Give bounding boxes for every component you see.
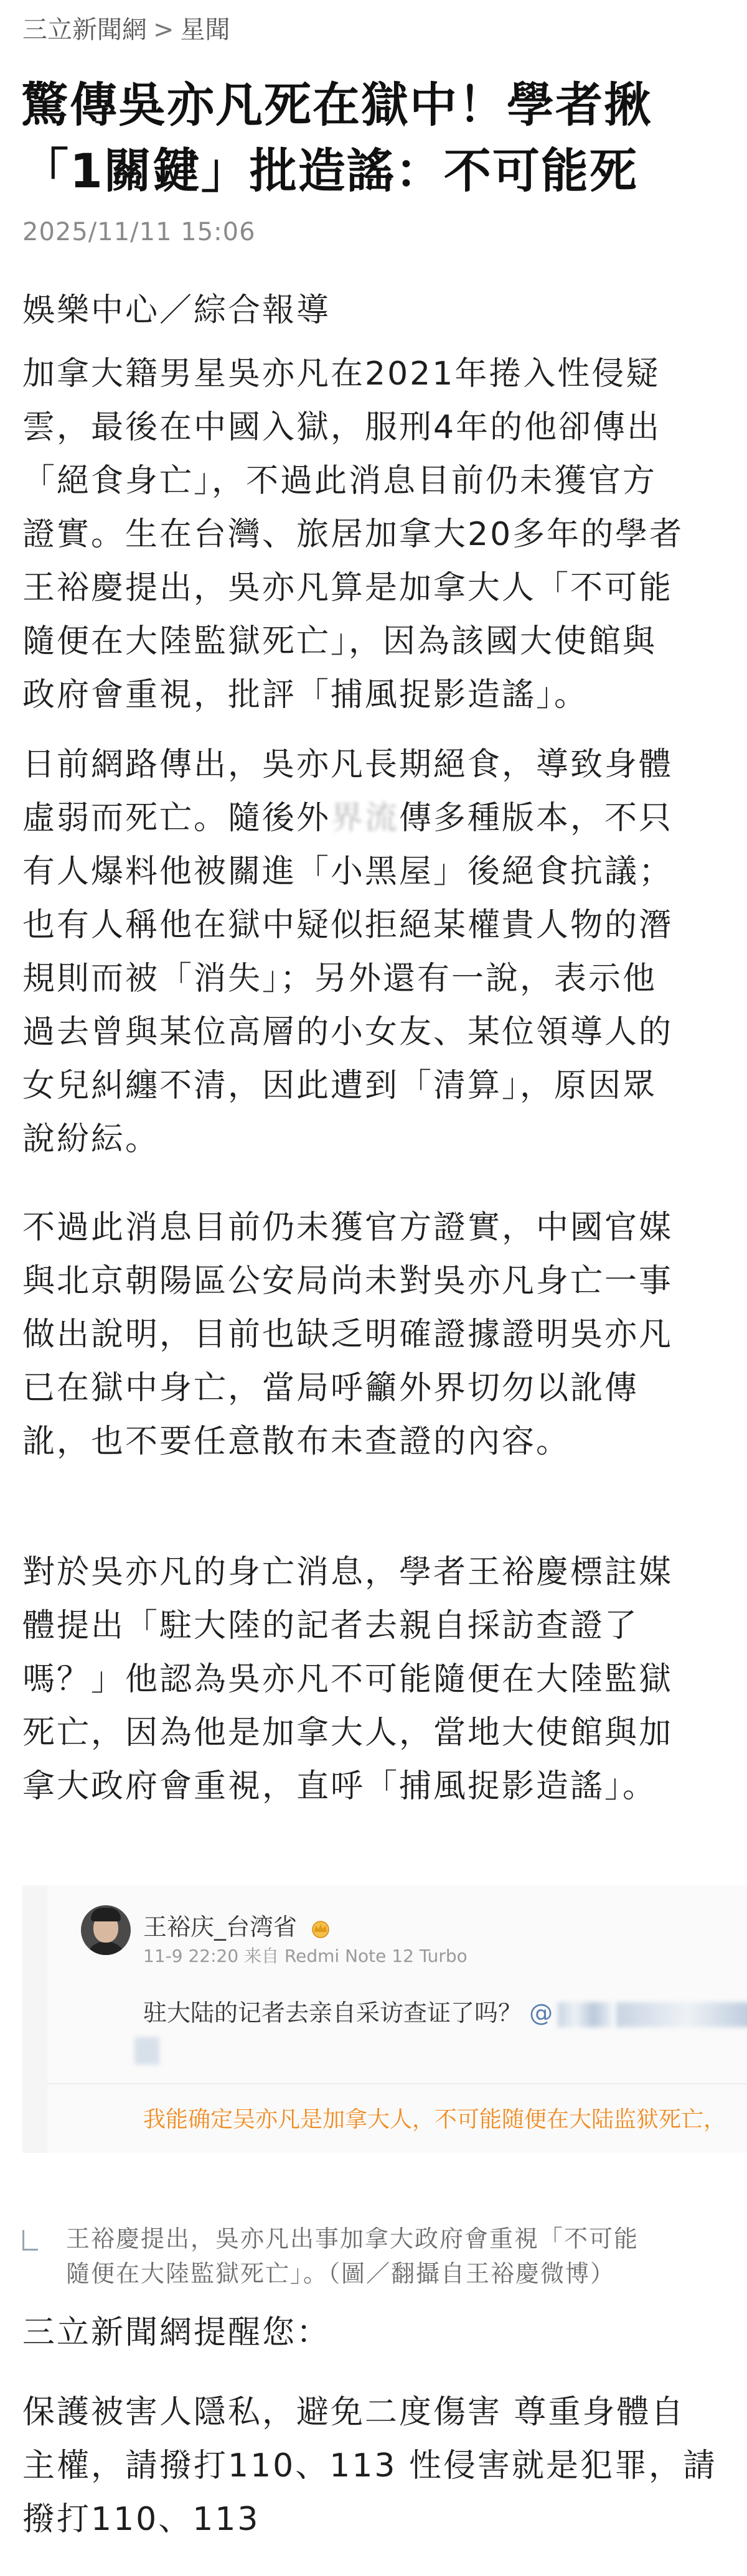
paragraph-line: 也有人稱他在獄中疑似拒絕某權貴人物的潛	[22, 907, 674, 944]
paragraph-line	[22, 791, 726, 845]
blurred-mention	[134, 2037, 159, 2065]
paragraph-line: 雲，最後在中國入獄，服刑4年的他卻傳出	[22, 409, 662, 446]
paragraph-line: 訛，也不要任意散布未查證的內容。	[22, 1423, 571, 1460]
headline-line: 「1關鍵」批造謠：不可能死	[21, 143, 638, 198]
article-byline: 娛樂中心／綜合報導	[22, 292, 331, 329]
weibo-post-text	[143, 1994, 747, 2028]
paragraph-line: 政府會重視，批評「捕風捉影造謠」。	[22, 676, 589, 714]
caption-text	[66, 2221, 639, 2291]
embed-divider	[47, 2083, 747, 2084]
paragraph-line: 有人爆料他被關進「小黑屋」後絕食抗議；	[22, 853, 674, 890]
avatar-hair	[91, 1908, 121, 1921]
crown-icon	[309, 1920, 332, 1938]
paragraph-line: 王裕慶提出，吳亦凡算是加拿大人「不可能	[22, 569, 674, 607]
avatar	[81, 1905, 131, 1955]
blurred-mention	[558, 2002, 611, 2027]
weibo-author	[143, 1908, 332, 1942]
weibo-post-card	[47, 1885, 747, 2153]
weibo-post-meta: 11-9 22:20 来自 Redmi Note 12 Turbo	[143, 1946, 467, 1966]
weibo-author-name: 王裕庆_台湾省	[143, 1913, 298, 1941]
paragraph-line: 日前網路傳出，吳亦凡長期絕食，導致身體	[22, 746, 674, 783]
notice-title: 三立新聞網提醒您：	[22, 2314, 331, 2351]
paragraph-line: 隨便在大陸監獄死亡」，因為該國大使館與	[22, 623, 657, 660]
paragraph-line: 加拿大籍男星吳亦凡在2021年捲入性侵疑	[22, 355, 660, 393]
publish-timestamp: 2025/11/11 15:06	[22, 218, 256, 246]
paragraph-line: 已在獄中身亡，當局呼籲外界切勿以訛傳	[22, 1370, 639, 1407]
notice-line: 撥打110、113	[22, 2501, 260, 2538]
weibo-quoted-text: 我能确定吴亦凡是加拿大人，不可能随便在大陆监狱死亡，	[143, 2107, 726, 2132]
paragraph-line: 「絕食身亡」，不過此消息目前仍未獲官方	[22, 462, 657, 500]
paragraph-line: 死亡，因為他是加拿大人，當地大使館與加	[22, 1714, 674, 1752]
paragraph-line: 過去曾與某位高層的小女友、某位領導人的	[22, 1014, 674, 1051]
blurred-text: 界流	[331, 800, 400, 837]
breadcrumb	[22, 11, 230, 49]
paragraph-line: 嗎？」他認為吳亦凡不可能隨便在大陸監獄	[22, 1661, 674, 1698]
avatar-body	[85, 1941, 127, 1955]
paragraph-2	[22, 738, 726, 1166]
notice-body	[22, 2386, 726, 2546]
paragraph-3	[22, 1201, 726, 1468]
paragraph-line: 與北京朝陽區公安局尚未對吳亦凡身亡一事	[22, 1262, 674, 1300]
paragraph-line: 不過此消息目前仍未獲官方證實，中國官媒	[22, 1209, 674, 1246]
breadcrumb-section-link[interactable]: 星聞	[180, 16, 230, 44]
notice-line: 主權，請撥打110、113 性侵害就是犯罪，請	[22, 2447, 718, 2485]
paragraph-1	[22, 347, 726, 722]
paragraph-text: 虛弱而死亡。隨後外	[22, 800, 331, 837]
caption-line: 王裕慶提出，吳亦凡出事加拿大政府會重視「不可能	[66, 2225, 639, 2252]
breadcrumb-separator: >	[153, 16, 174, 44]
embedded-weibo-screenshot	[22, 1885, 747, 2153]
weibo-post-body: 驻大陆的记者去亲自采访查证了吗？	[143, 1999, 522, 2027]
paragraph-line: 證實。生在台灣、旅居加拿大20多年的學者	[22, 516, 684, 553]
caption-corner-icon	[22, 2230, 38, 2251]
paragraph-line: 說紛紜。	[22, 1121, 160, 1158]
paragraph-line: 體提出「駐大陸的記者去親自採訪查證了	[22, 1607, 639, 1645]
blurred-mention	[616, 2002, 747, 2027]
headline-line: 驚傳吳亦凡死在獄中！學者揪	[21, 77, 652, 133]
notice-line: 保護被害人隱私，避免二度傷害 尊重身體自	[22, 2394, 685, 2431]
paragraph-line: 女兒糾纏不清，因此遭到「清算」，原因眾	[22, 1067, 657, 1104]
article-headline	[21, 72, 731, 204]
paragraph-4	[22, 1546, 726, 1813]
paragraph-text: 傳多種版本，不只	[399, 800, 674, 837]
caption-line: 隨便在大陸監獄死亡」。（圖／翻攝自王裕慶微博）	[66, 2260, 616, 2287]
weibo-mention[interactable]: @	[529, 1999, 553, 2027]
paragraph-line: 做出說明，目前也缺乏明確證據證明吳亦凡	[22, 1316, 674, 1353]
paragraph-line: 對於吳亦凡的身亡消息，學者王裕慶標註媒	[22, 1554, 674, 1591]
paragraph-line: 規則而被「消失」；另外還有一說，表示他	[22, 960, 657, 997]
paragraph-line: 拿大政府會重視，直呼「捕風捉影造謠」。	[22, 1768, 657, 1805]
breadcrumb-site-link[interactable]: 三立新聞網	[22, 16, 147, 44]
